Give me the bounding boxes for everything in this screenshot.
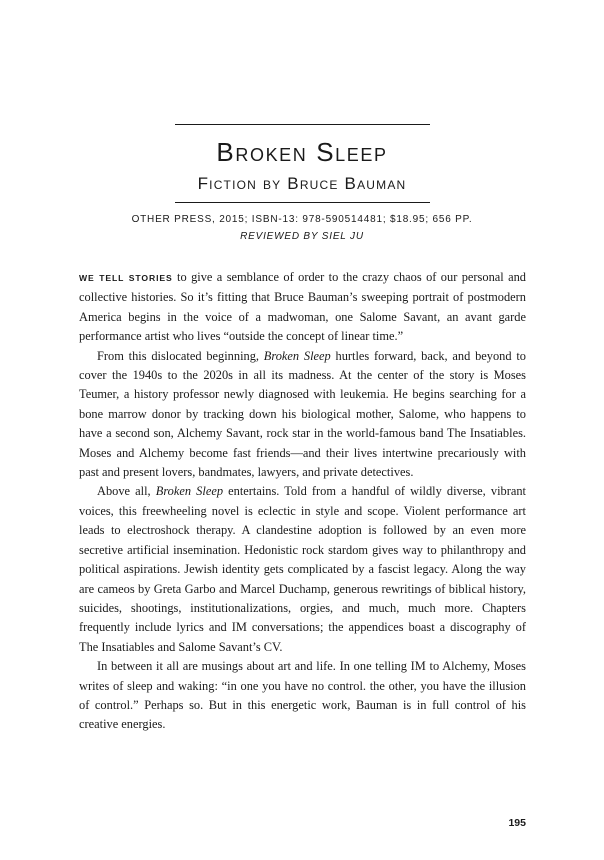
paragraph-3-before: Above all,	[97, 484, 156, 499]
paragraph-4-text: In between it all are musings about art and life. In one telling IM to Alchemy, Moses writes of sleep and waking: “in one you have no control. the other, you have the illusion of control.” Perhaps so. But in this energetic work, Bauman is in full control of his creative energies.	[79, 659, 526, 732]
top-rule	[175, 124, 430, 125]
bottom-rule	[175, 202, 430, 203]
lead-in-caps: WE TELL STORIES	[79, 273, 173, 283]
paragraph-4	[79, 657, 526, 735]
paragraph-2-after: hurtles forward, back, and beyond to cover the 1940s to the 2020s in all its madness. At the center of the story is Moses Teumer, a history professor newly diagnosed with leukemia. He begins searching for a bone marrow donor by tracking down his biological mother, Salome, who happens to have a second son, Alchemy Savant, rock star in the world-famous band The Insatiables. Moses and Alchemy become fast friends—and their lives intertwine precariously with past and present lovers, bandmates, lawyers, and private detectives.	[79, 348, 526, 480]
paragraph-1-text: to give a semblance of order to the crazy chaos of our personal and collective histories. So it’s fitting that Bruce Bauman’s sweeping portrait of postmodern America begins in the voice of a madwoman, one Salome Savant, an avant garde performance artist who lives “outside the concept of linear time.”	[79, 270, 526, 344]
book-title: Broken Sleep	[216, 137, 388, 167]
reviewer-credit: REVIEWED BY SIEL JU	[240, 231, 364, 242]
publication-info: OTHER PRESS, 2015; ISBN-13: 978-590514481; $18.95; 656 PP.	[131, 214, 473, 225]
paragraph-2-before: From this dislocated beginning,	[97, 348, 264, 363]
paragraph-3-after: entertains. Told from a handful of wildly diverse, vibrant voices, this freewheeling novel is eclectic in style and scope. Violent performance art leads to electroshock therapy. A clandestine adoption is followed by an even more secretive artificial insemination. Hedonistic rock stardom gives way to philanthropy and political aspirations. Jewish identity gets complicated by a fascist legacy. Along the way are cameos by Greta Garbo and Marcel Duchamp, generous rewritings of biblical history, suicides, shootings, institutionalizations, orgies, and much, much more. Chapters frequently include lyrics and IM conversations; the appendices boast a discography of The Insatiables and Salome Savant’s CV.	[79, 484, 526, 654]
paragraph-1	[79, 268, 526, 347]
review-body	[79, 268, 526, 735]
page-number: 195	[508, 817, 526, 829]
book-title-italic: Broken Sleep	[263, 348, 331, 363]
book-subtitle: Fiction by Bruce Bauman	[197, 174, 407, 193]
paragraph-2	[79, 347, 526, 483]
book-title-italic: Broken Sleep	[155, 484, 224, 499]
paragraph-3	[79, 482, 526, 657]
